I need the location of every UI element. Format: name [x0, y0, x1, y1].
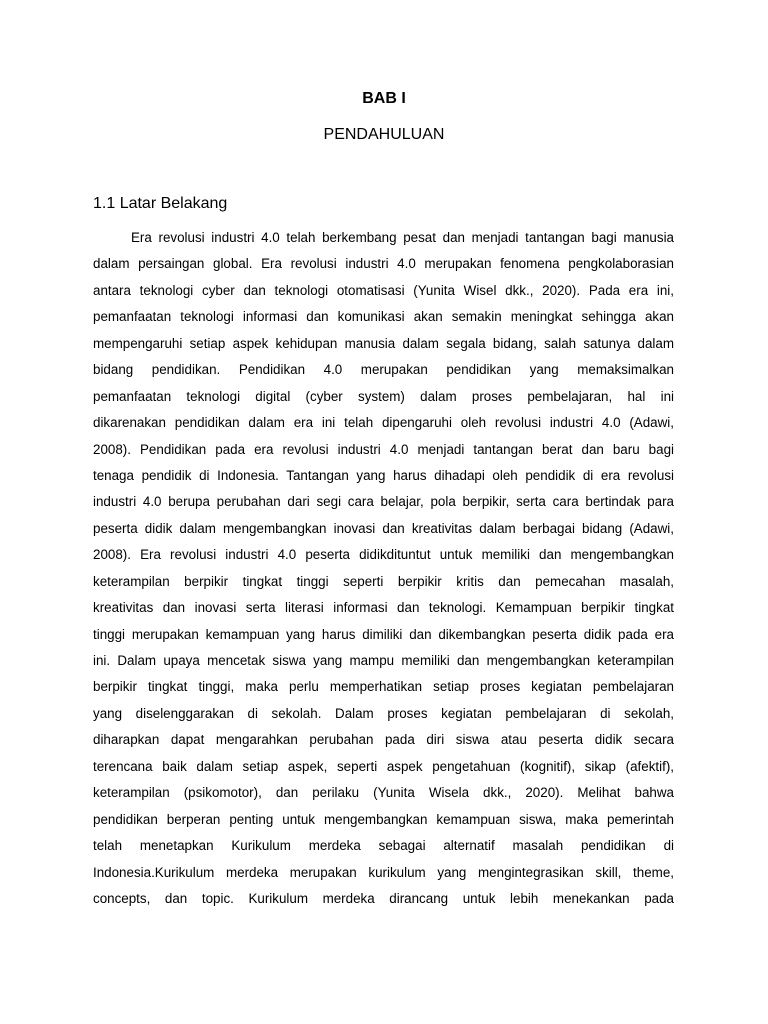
paragraph-line: keterampilan (psikomotor), dan perilaku (Yunita Wisela dkk., 2020). Melihat bahwa: [93, 785, 674, 801]
paragraph-line: bidang pendidikan. Pendidikan 4.0 merupakan pendidikan yang memaksimalkan: [93, 362, 674, 378]
paragraph-line: antara teknologi cyber dan teknologi otomatisasi (Yunita Wisel dkk., 2020). Pada era ini,: [93, 282, 674, 298]
body-paragraph: [93, 225, 674, 912]
paragraph-line: Era revolusi industri 4.0 telah berkembang pesat dan menjadi tantangan bagi manusia: [131, 230, 674, 245]
paragraph-line: pemanfaatan teknologi digital (cyber system) dalam proses pembelajaran, hal ini: [93, 388, 674, 404]
paragraph-line: 2008). Era revolusi industri 4.0 peserta didikdituntut untuk memiliki dan mengembangkan: [93, 547, 674, 563]
paragraph-line: berpikir tingkat tinggi, maka perlu memperhatikan setiap proses kegiatan pembelajaran: [93, 679, 674, 695]
paragraph-line: peserta didik dalam mengembangkan inovasi dan kreativitas dalam berbagai bidang (Adawi,: [93, 520, 674, 536]
paragraph-line: kreativitas dan inovasi serta literasi informasi dan teknologi. Kemampuan berpikir tingkat: [93, 600, 674, 616]
section-heading: 1.1 Latar Belakang: [93, 195, 228, 212]
paragraph-line: tenaga pendidik di Indonesia. Tantangan yang harus dihadapi oleh pendidik di era revolusi: [93, 467, 674, 483]
paragraph-line: dikarenakan pendidikan dalam era ini telah dipengaruhi oleh revolusi industri 4.0 (Adawi,: [93, 415, 674, 431]
paragraph-line: yang diselenggarakan di sekolah. Dalam proses kegiatan pembelajaran di sekolah,: [93, 705, 674, 721]
paragraph-line: telah menetapkan Kurikulum merdeka sebagai alternatif masalah pendidikan di: [93, 838, 674, 854]
paragraph-line: mempengaruhi setiap aspek kehidupan manusia dalam segala bidang, salah satunya dalam: [93, 335, 674, 351]
paragraph-line: diharapkan dapat mengarahkan perubahan pada diri siswa atau peserta didik secara: [93, 732, 674, 748]
paragraph-line: tinggi merupakan kemampuan yang harus dimiliki dan dikembangkan peserta didik pada era: [93, 626, 674, 642]
paragraph-line: dalam persaingan global. Era revolusi industri 4.0 merupakan fenomena pengkolaborasian: [93, 256, 674, 272]
paragraph-line: industri 4.0 berupa perubahan dari segi cara belajar, pola berpikir, serta cara bertindak para: [93, 494, 674, 510]
chapter-title: PENDAHULUAN: [323, 126, 445, 143]
paragraph-line: keterampilan berpikir tingkat tinggi seperti berpikir kritis dan pemecahan masalah,: [93, 573, 674, 589]
paragraph-line: pendidikan berperan penting untuk mengembangkan kemampuan siswa, maka pemerintah: [93, 811, 674, 827]
paragraph-line: terencana baik dalam setiap aspek, seperti aspek pengetahuan (kognitif), sikap (afektif),: [93, 758, 674, 774]
paragraph-line: concepts, dan topic. Kurikulum merdeka dirancang untuk lebih menekankan pada: [93, 890, 674, 906]
paragraph-line: Indonesia.Kurikulum merdeka merupakan kurikulum yang mengintegrasikan skill, theme,: [93, 864, 674, 880]
paragraph-line: pemanfaatan teknologi informasi dan komunikasi akan semakin meningkat sehingga akan: [93, 309, 674, 325]
paragraph-line: ini. Dalam upaya mencetak siswa yang mampu memiliki dan mengembangkan keterampilan: [93, 653, 674, 668]
paragraph-line: 2008). Pendidikan pada era revolusi industri 4.0 menjadi tantangan berat dan baru bagi: [93, 441, 674, 457]
chapter-number: BAB I: [362, 90, 406, 107]
